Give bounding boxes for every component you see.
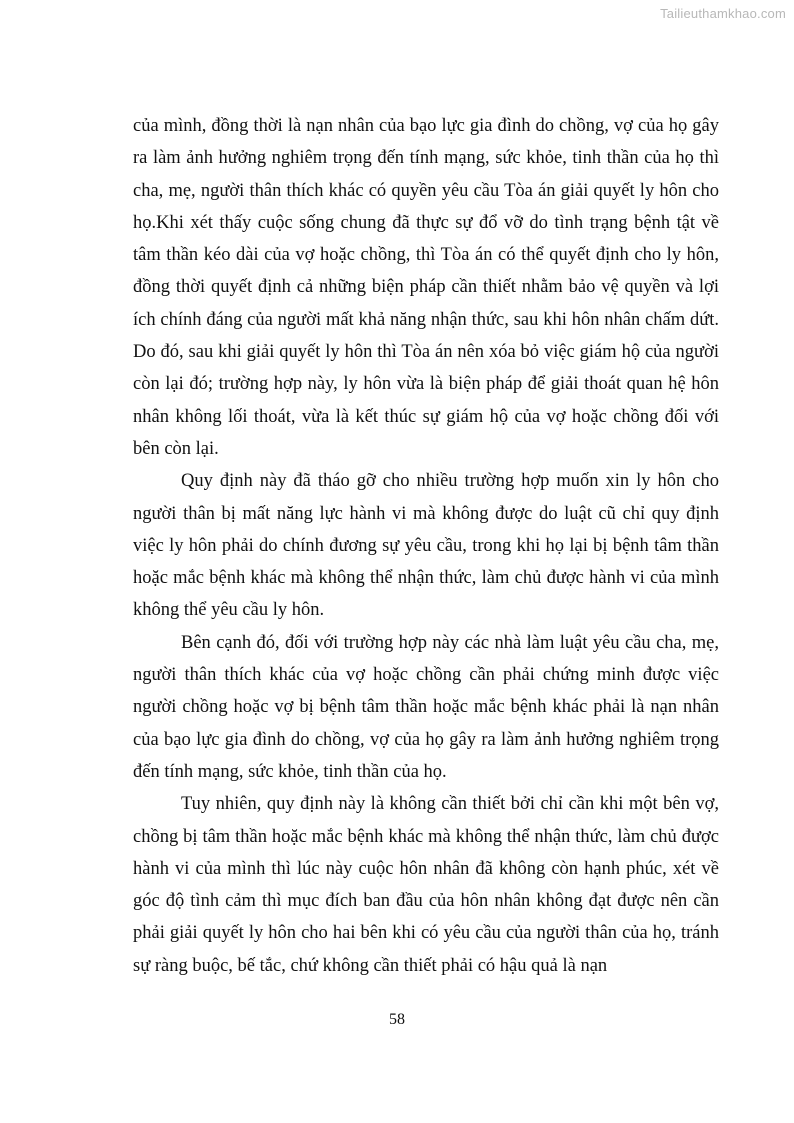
page-number: 58 [389,1011,405,1028]
paragraph-continuation: của mình, đồng thời là nạn nhân của bạo lực gia đình do chồng, vợ của họ gây ra làm ảnh hưởng nghiêm trọng đến tính mạng, sức khỏe, tinh thần của họ thì cha, mẹ, người thân thích khác có quyền yêu cầu Tòa án giải quyết ly hôn cho họ.Khi xét thấy cuộc sống chung đã thực sự đổ vỡ do tình trạng bệnh tật về tâm thần kéo dài của vợ hoặc chồng, thì Tòa án có thể quyết định cho ly hôn, đồng thời quyết định cả những biện pháp cần thiết nhằm bảo vệ quyền và lợi ích chính đáng của người mất khả năng nhận thức, sau khi hôn nhân chấm dứt. Do đó, sau khi giải quyết ly hôn thì Tòa án nên xóa bỏ việc giám hộ của người còn lại đó; trường hợp này, ly hôn vừa là biện pháp để giải thoát quan hệ hôn nhân không lối thoát, vừa là kết thúc sự giám hộ của vợ hoặc chồng đối với bên còn lại. [133,116,719,459]
paragraph-4: Tuy nhiên, quy định này là không cần thiết bởi chỉ cần khi một bên vợ, chồng bị tâm thần hoặc mắc bệnh khác mà không thể nhận thức, làm chủ được hành vi của mình thì lúc này cuộc hôn nhân đã không còn hạnh phúc, xét về góc độ tình cảm thì mục đích ban đầu của hôn nhân không đạt được nên cần phải giải quyết ly hôn cho hai bên khi có yêu cầu của người thân của họ, tránh sự ràng buộc, bế tắc, chứ không cần thiết phải có hậu quả là nạn [133,794,719,976]
document-body [133,110,719,982]
paragraph-2: Quy định này đã tháo gỡ cho nhiều trường hợp muốn xin ly hôn cho người thân bị mất năng lực hành vi mà không được do luật cũ chỉ quy định việc ly hôn phải do chính đương sự yêu cầu, trong khi họ lại bị bệnh tâm thần hoặc mắc bệnh khác mà không thể nhận thức, làm chủ được hành vi của mình không thể yêu cầu ly hôn. [133,471,719,621]
watermark-text: Tailieuthamkhao.com [660,6,786,21]
paragraph-3: Bên cạnh đó, đối với trường hợp này các nhà làm luật yêu cầu cha, mẹ, người thân thích khác của vợ hoặc chồng cần phải chứng minh được việc người chồng hoặc vợ bị bệnh tâm thần hoặc mắc bệnh khác phải là nạn nhân của bạo lực gia đình do chồng, vợ của họ gây ra làm ảnh hưởng nghiêm trọng đến tính mạng, sức khỏe, tinh thần của họ. [133,632,719,782]
